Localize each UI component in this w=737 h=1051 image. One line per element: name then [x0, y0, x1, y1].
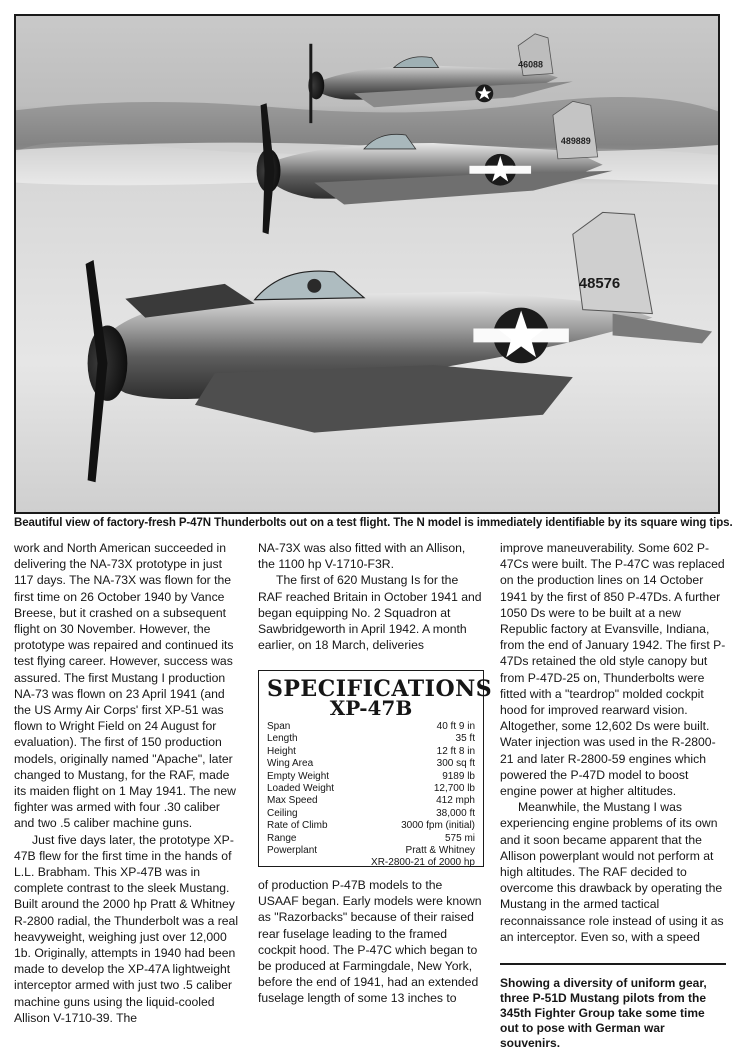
caption-divider — [500, 963, 726, 965]
photo-illustration — [16, 16, 718, 512]
spec-row — [267, 820, 475, 832]
front-plane-serial: 48576 — [578, 275, 621, 292]
spec-value: XR-2800-21 of 2000 hp — [371, 857, 475, 869]
paragraph: improve maneuverability. Some 602 P-47Cs were built. The P-47C was replaced on the production lines on 14 October 1941 by the first of 850 P-47Ds. A further 1050 Ds were to be built at a new Republic factory at Evansville, Indiana, from the end of January 1942. The first P-47Ds retained the old style canopy but from P-47D-25 on, Thunderbolts were fitted with a "teardrop" molded cockpit hood for improved rearward vision. Altogether, some 12,602 Ds were built. Water injection was used in the R-2800-21 and later R-2800-59 engines which powered the P-47D model to boost engine power at higher altitudes. — [500, 541, 726, 799]
spec-value: 12 ft 8 in — [436, 745, 475, 757]
spec-label: Height — [267, 745, 296, 757]
paragraph: Meanwhile, the Mustang I was experiencing engine problems of its own and it soon became apparent that the Allison powerplant would not perform at high altitudes. The RAF decided to overcome this drawback by operating the Mustang in the armed tactical reconnaissance role instead of using it as an interceptor. Even so, with a speed — [500, 800, 724, 944]
spec-label: Length — [267, 733, 298, 745]
article-column-2-top — [258, 540, 484, 653]
mid-plane-serial: 489889 — [560, 135, 591, 146]
spec-value: 412 mph — [436, 795, 475, 807]
spec-value: 3000 fpm (initial) — [401, 820, 475, 832]
paragraph: of production P-47B models to the USAAF began. Early models were known as "Razorbacks" because of their raised rear fuselage leading to the framed cockpit hood. The P-47C which began to be produced at Farmingdale, New York, before the end of 1941, had an extended fuselage length of some 13 inches to — [258, 878, 482, 1006]
article-column-1 — [14, 540, 240, 1026]
spec-row — [267, 833, 475, 845]
photo-caption: Beautiful view of factory-fresh P-47N Thunderbolts out on a test flight. The N model is immediately identifiable by its square wing tips. — [14, 517, 733, 529]
specs-title: SPECIFICATIONS — [267, 676, 493, 702]
spec-value: 38,000 ft — [436, 807, 475, 819]
spec-row — [267, 783, 475, 795]
spec-label: Range — [267, 832, 297, 844]
spec-row — [267, 808, 475, 820]
spec-label: Powerplant — [267, 845, 318, 857]
specs-table — [267, 721, 475, 870]
next-photo-caption: Showing a diversity of uniform gear, three P-51D Mustang pilots from the 345th Fighter Group take some time out to pose with German war souvenirs. — [500, 976, 707, 1050]
spec-label: Rate of Climb — [267, 820, 328, 832]
spec-row — [267, 771, 475, 783]
spec-row — [267, 795, 475, 807]
spec-value: 40 ft 9 in — [436, 721, 475, 732]
spec-label — [267, 857, 349, 869]
article-column-2-bottom — [258, 877, 484, 1007]
spec-row — [267, 746, 475, 758]
spec-label: Wing Area — [267, 758, 314, 770]
paragraph: The first of 620 Mustang Is for the RAF reached Britain in October 1941 and began equipping No. 2 Squadron at Sawbridgeworth in April 1942. A month earlier, on 18 March, deliveries — [258, 573, 482, 653]
aircraft-photo — [14, 14, 720, 514]
spec-value: 575 mi — [444, 832, 475, 844]
spec-label: Empty Weight — [267, 770, 330, 782]
paragraph: Just five days later, the prototype XP-47B flew for the first time in the hands of L.L. Brabham. This XP-47B was in complete contrast to the sleek Mustang. Built around the 2000 hp Pratt & Whitney R-2800 radial, the Thunderbolt was a real heavyweight, weighing just over 12,000 1b. Originally, attempts in 1940 had been made to develop the XP-47A lightweight interceptor armed with just two .5 caliber machine guns using the liquid-cooled Allison V-1710-39. The — [14, 832, 239, 1025]
spec-label: Ceiling — [267, 807, 298, 819]
spec-value: 300 sq ft — [436, 758, 475, 770]
paragraph: NA-73X was also fitted with an Allison, the 1100 hp V-1710-F3R. — [258, 541, 466, 572]
spec-value: 12,700 lb — [433, 783, 475, 795]
spec-label: Loaded Weight — [267, 783, 335, 795]
spec-row — [267, 733, 475, 745]
spec-label: Span — [267, 721, 291, 732]
specs-model: XP-47B — [329, 696, 413, 720]
paragraph: work and North American succeeded in delivering the NA-73X prototype in just 117 days. The NA-73X was flown for the first time on 26 October 1940 by Vance Breese, but it crashed on a subsequent flight on 30 November. However, the prototype was repaired and continued its test flying career. However, success was assured. The first Mustang I production NA-73 was flown on 23 April 1941 (and the US Army Air Corps' first XP-51 was flown to Wright Field on 24 August for evaluation). The first of 150 production models, originally named "Apache", later changed to Mustang, for the RAF, made its maiden flight on 1 May 1941. The new fighter was armed with four .30 caliber and two .5 caliber machine guns. — [14, 541, 236, 831]
spec-row — [267, 721, 475, 733]
spec-row — [267, 758, 475, 770]
spec-row — [267, 857, 475, 869]
spec-value: 9189 lb — [442, 770, 475, 782]
svg-text:46088: 46088 — [518, 59, 543, 70]
specifications-box — [258, 670, 493, 869]
spec-value: Pratt & Whitney — [405, 845, 475, 857]
article-column-3 — [500, 540, 726, 945]
spec-value: 35 ft — [455, 733, 475, 745]
spec-label: Max Speed — [267, 795, 318, 807]
spec-row — [267, 845, 475, 857]
